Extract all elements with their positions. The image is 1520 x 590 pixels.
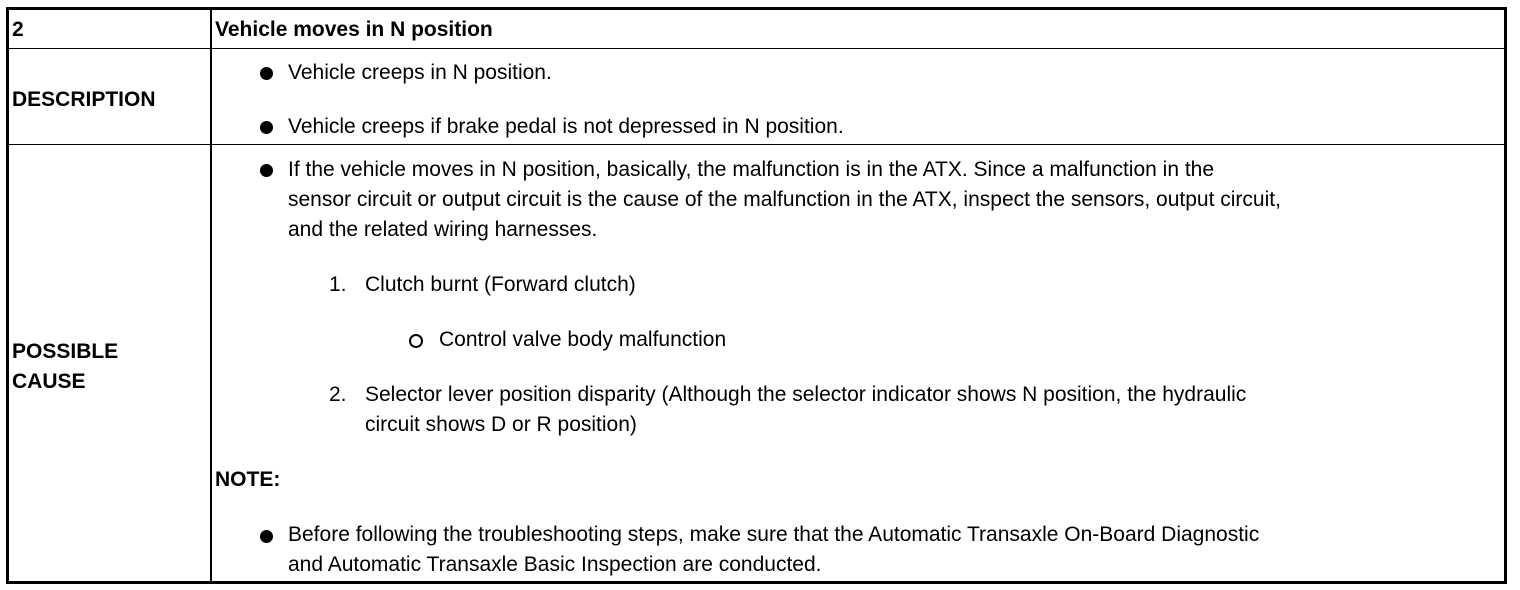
cause-intro-line-2: sensor circuit or output circuit is the cause of the malfunction in the ATX, inspect the sensors, output circuit, bbox=[288, 188, 1281, 211]
cause-item-1-text: Clutch burnt (Forward clutch) bbox=[365, 273, 636, 296]
bullet-icon bbox=[260, 530, 273, 543]
row-divider-header bbox=[9, 48, 1504, 49]
cause-item-2-text-line1: Selector lever position disparity (Although the selector indicator shows N position, the hydraulic bbox=[365, 383, 1247, 406]
cause-intro-line-3: and the related wiring harnesses. bbox=[288, 218, 598, 241]
sub-bullet-icon bbox=[409, 334, 423, 348]
note-label: NOTE: bbox=[215, 468, 281, 491]
cause-intro-line-1: If the vehicle moves in N position, basically, the malfunction is in the ATX. Since a malfunction in the bbox=[288, 158, 1215, 181]
description-label: DESCRIPTION bbox=[12, 88, 156, 111]
bullet-icon bbox=[260, 164, 273, 177]
description-bullet-2: Vehicle creeps if brake pedal is not depressed in N position. bbox=[288, 115, 844, 138]
column-divider bbox=[210, 10, 212, 581]
troubleshooting-table bbox=[6, 7, 1507, 584]
bullet-icon bbox=[260, 67, 273, 80]
cause-item-1-number: 1. bbox=[329, 273, 347, 296]
cause-item-2-text-line2: circuit shows D or R position) bbox=[365, 413, 637, 436]
step-number: 2 bbox=[12, 18, 24, 41]
note-line-1: Before following the troubleshooting steps, make sure that the Automatic Transaxle On-Board Diagnostic bbox=[288, 523, 1260, 546]
note-line-2: and Automatic Transaxle Basic Inspection are conducted. bbox=[288, 553, 822, 576]
cause-item-2-number: 2. bbox=[329, 383, 347, 406]
row-divider-description bbox=[9, 144, 1504, 145]
cause-item-1-sub: Control valve body malfunction bbox=[439, 328, 727, 351]
possible-cause-label-line1: POSSIBLE bbox=[12, 340, 119, 363]
bullet-icon bbox=[260, 121, 273, 134]
possible-cause-label-line2: CAUSE bbox=[12, 370, 86, 393]
step-title: Vehicle moves in N position bbox=[215, 18, 493, 41]
description-bullet-1: Vehicle creeps in N position. bbox=[288, 61, 552, 84]
